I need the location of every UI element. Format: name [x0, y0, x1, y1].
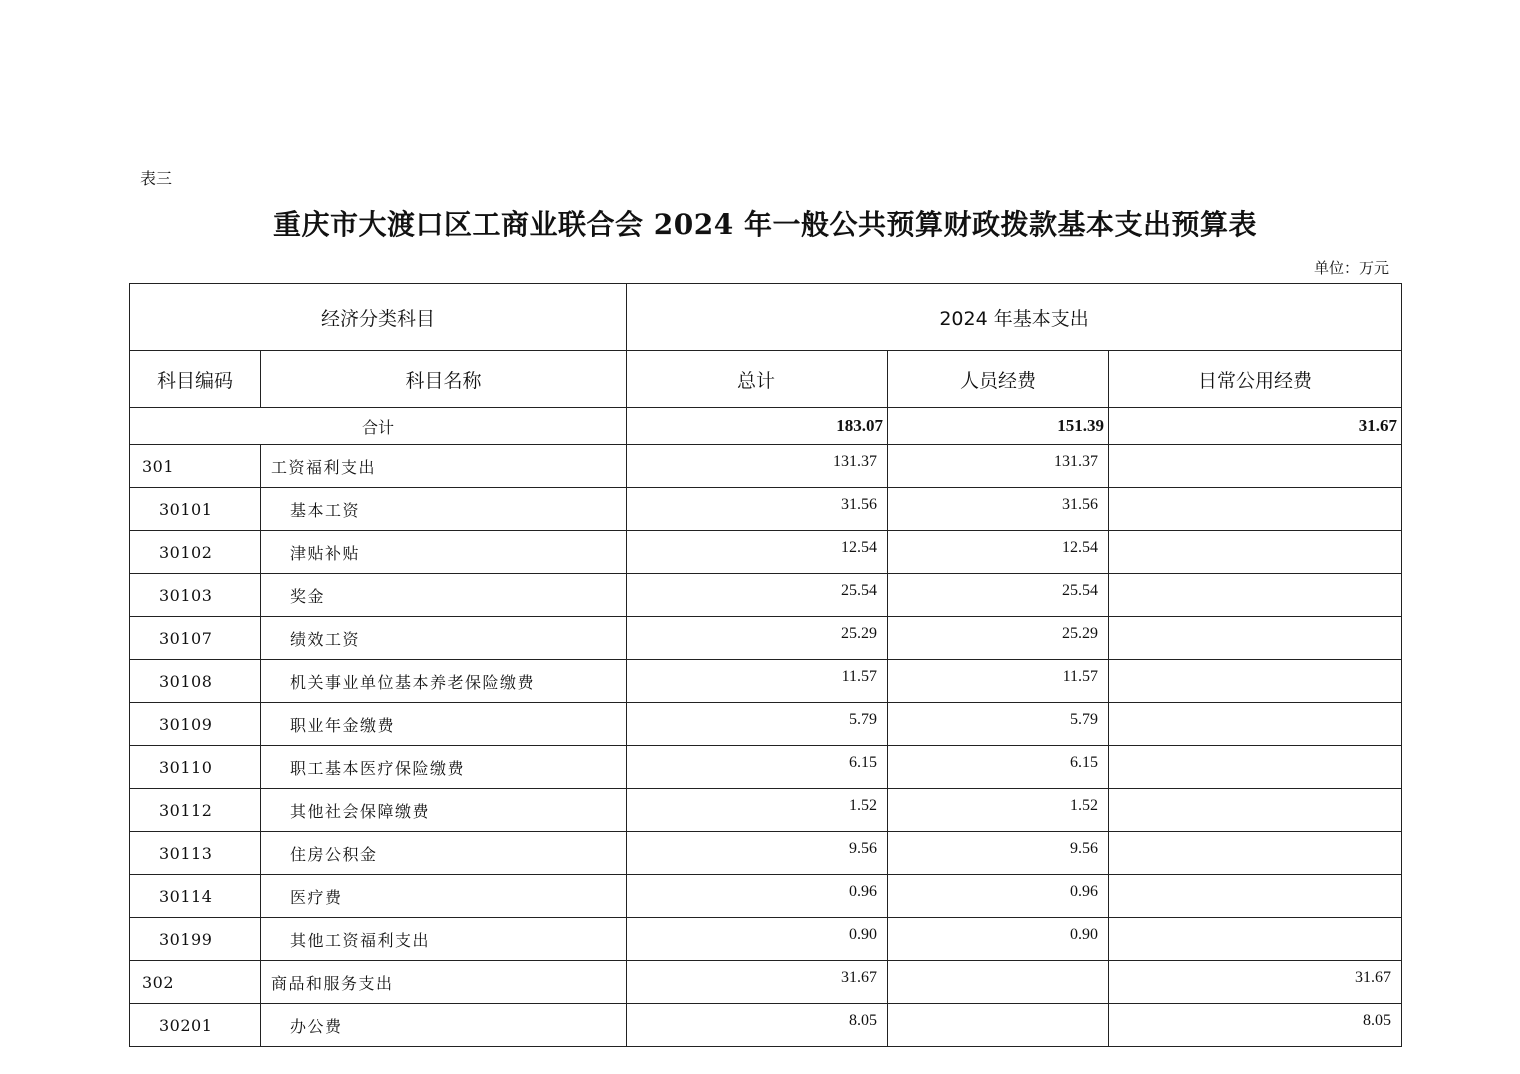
row-personnel: 11.57 [888, 660, 1109, 703]
row-code: 30110 [130, 746, 261, 789]
row-personnel [888, 1004, 1109, 1047]
row-name: 津贴补贴 [261, 531, 627, 574]
row-personnel: 1.52 [888, 789, 1109, 832]
row-public [1109, 832, 1402, 875]
row-public [1109, 789, 1402, 832]
unit-label: 单位：万元 [1313, 259, 1389, 277]
row-personnel: 12.54 [888, 531, 1109, 574]
row-public [1109, 875, 1402, 918]
row-total: 12.54 [627, 531, 888, 574]
row-total: 9.56 [627, 832, 888, 875]
row-public [1109, 918, 1402, 961]
row-code: 30108 [130, 660, 261, 703]
row-personnel: 5.79 [888, 703, 1109, 746]
row-name: 其他社会保障缴费 [261, 789, 627, 832]
row-name: 职工基本医疗保险缴费 [261, 746, 627, 789]
column-header-personnel: 人员经费 [888, 351, 1109, 408]
row-code: 30114 [130, 875, 261, 918]
total-personnel: 151.39 [888, 408, 1109, 445]
row-personnel: 31.56 [888, 488, 1109, 531]
total-public: 31.67 [1109, 408, 1402, 445]
table-row [130, 918, 1402, 961]
row-code: 30101 [130, 488, 261, 531]
row-public [1109, 617, 1402, 660]
row-name: 住房公积金 [261, 832, 627, 875]
row-total: 5.79 [627, 703, 888, 746]
header-economic-category: 经济分类科目 [130, 284, 627, 351]
row-name: 商品和服务支出 [261, 961, 627, 1004]
row-total: 25.29 [627, 617, 888, 660]
table-tag: 表三 [140, 169, 173, 188]
row-code: 30112 [130, 789, 261, 832]
table-row [130, 746, 1402, 789]
row-personnel: 6.15 [888, 746, 1109, 789]
row-total: 1.52 [627, 789, 888, 832]
row-code: 30102 [130, 531, 261, 574]
row-total: 11.57 [627, 660, 888, 703]
row-total: 31.67 [627, 961, 888, 1004]
row-public [1109, 660, 1402, 703]
row-personnel: 0.90 [888, 918, 1109, 961]
row-public [1109, 445, 1402, 488]
row-public [1109, 488, 1402, 531]
table-row [130, 617, 1402, 660]
row-name: 职业年金缴费 [261, 703, 627, 746]
row-public: 8.05 [1109, 1004, 1402, 1047]
row-personnel: 9.56 [888, 832, 1109, 875]
row-personnel: 25.29 [888, 617, 1109, 660]
row-total: 0.96 [627, 875, 888, 918]
row-public [1109, 574, 1402, 617]
table-row [130, 789, 1402, 832]
table-row [130, 531, 1402, 574]
column-header-name: 科目名称 [261, 351, 627, 408]
row-code: 30113 [130, 832, 261, 875]
row-code: 302 [130, 961, 261, 1004]
row-code: 30107 [130, 617, 261, 660]
row-name: 奖金 [261, 574, 627, 617]
table-row [130, 961, 1402, 1004]
row-code: 30199 [130, 918, 261, 961]
row-personnel [888, 961, 1109, 1004]
header-group-row [130, 284, 1402, 351]
table-row [130, 660, 1402, 703]
header-basic-expenditure: 2024 年基本支出 [627, 284, 1402, 351]
total-total: 183.07 [627, 408, 888, 445]
row-name: 机关事业单位基本养老保险缴费 [261, 660, 627, 703]
row-code: 301 [130, 445, 261, 488]
table-row [130, 445, 1402, 488]
row-personnel: 25.54 [888, 574, 1109, 617]
header-column-row [130, 351, 1402, 408]
document-title: 重庆市大渡口区工商业联合会 2024 年一般公共预算财政拨款基本支出预算表 [273, 208, 1257, 241]
row-total: 131.37 [627, 445, 888, 488]
row-code: 30103 [130, 574, 261, 617]
row-personnel: 0.96 [888, 875, 1109, 918]
table-row [130, 488, 1402, 531]
table-row [130, 1004, 1402, 1047]
row-total: 31.56 [627, 488, 888, 531]
table-row [130, 574, 1402, 617]
table-row [130, 703, 1402, 746]
row-public: 31.67 [1109, 961, 1402, 1004]
row-code: 30201 [130, 1004, 261, 1047]
row-name: 其他工资福利支出 [261, 918, 627, 961]
row-name: 基本工资 [261, 488, 627, 531]
row-personnel: 131.37 [888, 445, 1109, 488]
column-header-code: 科目编码 [130, 351, 261, 408]
total-label: 合计 [130, 408, 627, 445]
row-total: 6.15 [627, 746, 888, 789]
row-public [1109, 703, 1402, 746]
row-total: 0.90 [627, 918, 888, 961]
row-name: 工资福利支出 [261, 445, 627, 488]
row-name: 办公费 [261, 1004, 627, 1047]
row-name: 医疗费 [261, 875, 627, 918]
table-row [130, 875, 1402, 918]
row-public [1109, 531, 1402, 574]
row-total: 8.05 [627, 1004, 888, 1047]
row-code: 30109 [130, 703, 261, 746]
table-row [130, 832, 1402, 875]
row-total: 25.54 [627, 574, 888, 617]
row-name: 绩效工资 [261, 617, 627, 660]
column-header-total: 总计 [627, 351, 888, 408]
row-public [1109, 746, 1402, 789]
total-row [130, 408, 1402, 445]
column-header-public: 日常公用经费 [1109, 351, 1402, 408]
budget-table [129, 283, 1402, 1047]
